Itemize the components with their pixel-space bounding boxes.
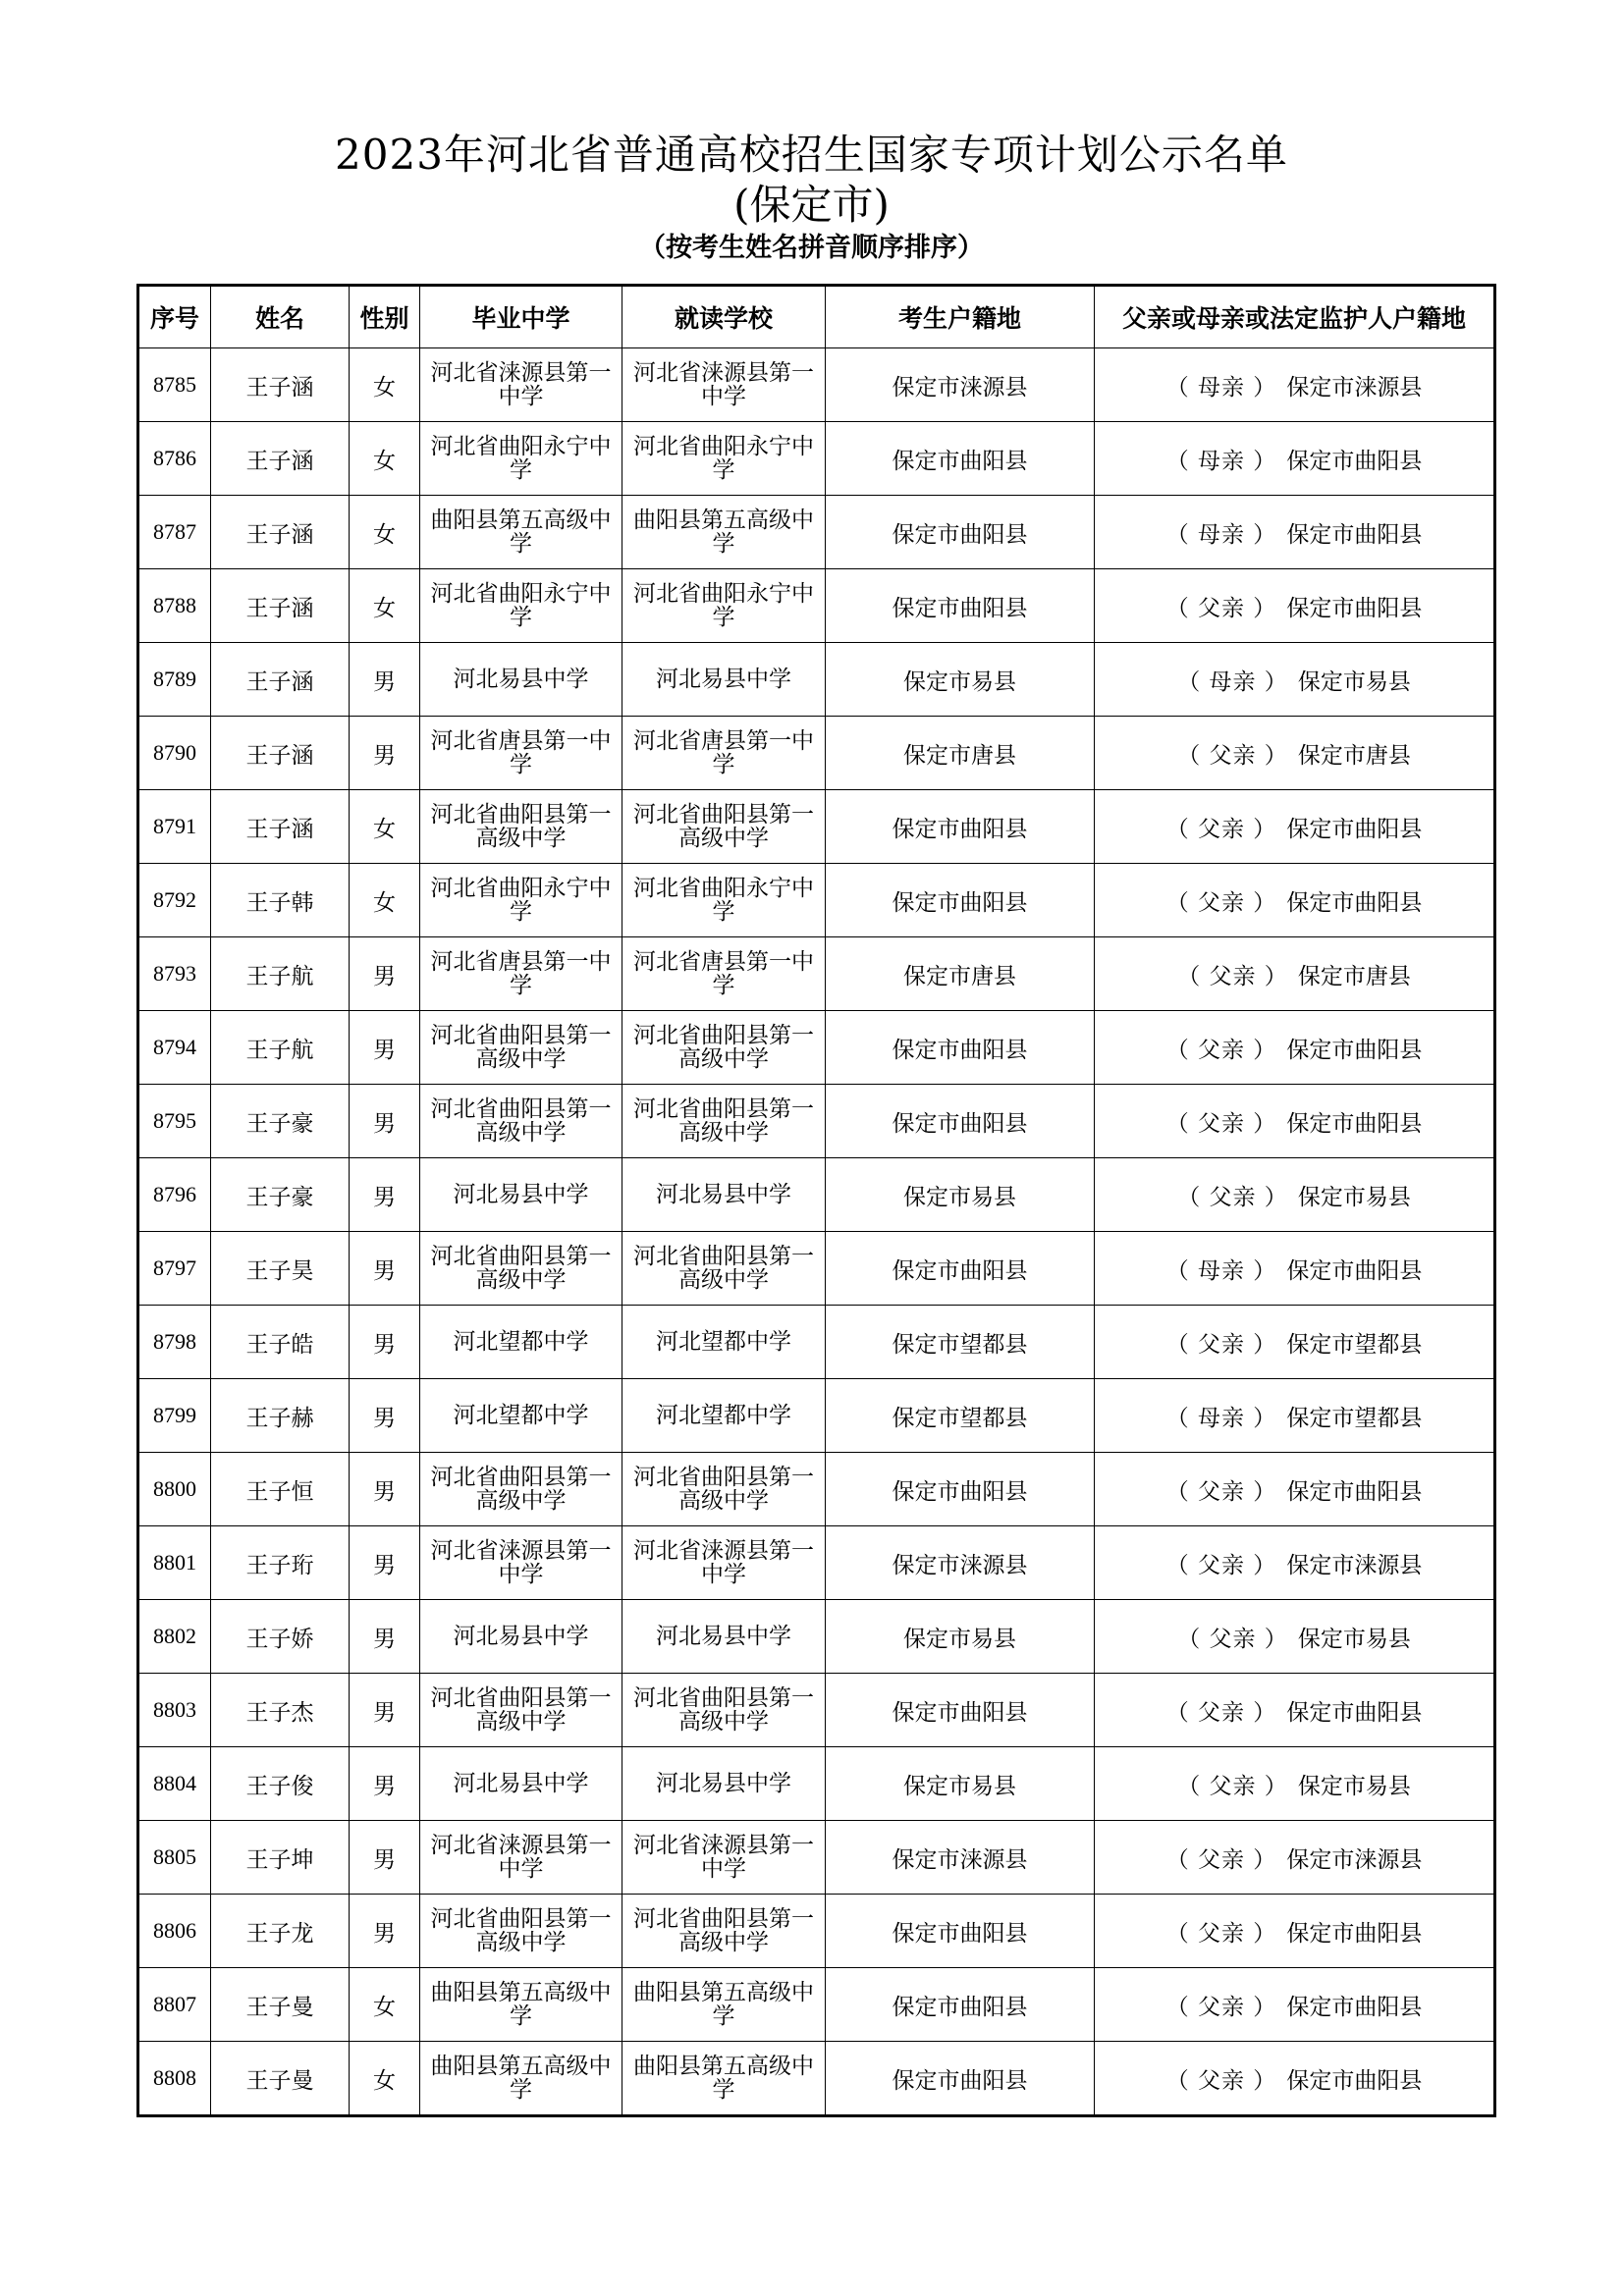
cell-student-residence: 保定市涞源县 [826, 348, 1095, 422]
cell-current-school: 河北易县中学 [622, 643, 826, 717]
table-row [138, 864, 1495, 937]
cell-name: 王子恒 [211, 1453, 350, 1526]
cell-student-residence: 保定市曲阳县 [826, 1232, 1095, 1306]
cell-name: 王子涵 [211, 790, 350, 864]
cell-parent-residence [1095, 1085, 1495, 1158]
parent-residence-place: 保定市曲阳县 [1286, 1257, 1423, 1284]
table-row [138, 790, 1495, 864]
cell-graduation-school: 曲阳县第五高级中学 [420, 1968, 622, 2042]
parent-relation: （ 父亲 ） [1177, 1184, 1288, 1210]
cell-name: 王子航 [211, 1011, 350, 1085]
parent-relation: （ 父亲 ） [1165, 1110, 1277, 1137]
parent-residence-place: 保定市涞源县 [1286, 1846, 1423, 1873]
parent-residence-place: 保定市曲阳县 [1286, 816, 1423, 842]
parent-relation: （ 母亲 ） [1165, 521, 1277, 548]
table-row [138, 1306, 1495, 1379]
cell-current-school: 河北易县中学 [622, 1158, 826, 1232]
parent-relation: （ 父亲 ） [1165, 595, 1277, 621]
cell-student-residence: 保定市曲阳县 [826, 569, 1095, 643]
parent-relation: （ 母亲 ） [1165, 448, 1277, 474]
cell-number: 8802 [138, 1600, 211, 1674]
cell-graduation-school: 河北省曲阳县第一高级中学 [420, 1453, 622, 1526]
cell-sex: 男 [350, 1011, 420, 1085]
table-row [138, 1526, 1495, 1600]
table-row [138, 1453, 1495, 1526]
parent-relation: （ 父亲 ） [1165, 1920, 1277, 1947]
cell-sex: 女 [350, 348, 420, 422]
parent-relation: （ 父亲 ） [1165, 1037, 1277, 1063]
parent-residence-place: 保定市唐县 [1297, 963, 1411, 989]
cell-parent-residence [1095, 348, 1495, 422]
cell-graduation-school: 河北省曲阳县第一高级中学 [420, 1232, 622, 1306]
cell-name: 王子豪 [211, 1085, 350, 1158]
cell-name: 王子涵 [211, 496, 350, 569]
cell-number: 8799 [138, 1379, 211, 1453]
cell-student-residence: 保定市易县 [826, 643, 1095, 717]
table-row [138, 1158, 1495, 1232]
col-header-name: 姓名 [211, 286, 350, 348]
cell-parent-residence [1095, 1453, 1495, 1526]
col-header-sex: 性别 [350, 286, 420, 348]
parent-residence-place: 保定市曲阳县 [1286, 889, 1423, 916]
cell-graduation-school: 曲阳县第五高级中学 [420, 2042, 622, 2116]
cell-current-school: 河北易县中学 [622, 1747, 826, 1821]
cell-student-residence: 保定市望都县 [826, 1306, 1095, 1379]
cell-number: 8792 [138, 864, 211, 937]
cell-name: 王子皓 [211, 1306, 350, 1379]
cell-sex: 女 [350, 2042, 420, 2116]
cell-number: 8793 [138, 937, 211, 1011]
cell-sex: 男 [350, 1821, 420, 1895]
table-row [138, 1968, 1495, 2042]
table-body [138, 348, 1495, 2116]
cell-sex: 男 [350, 1453, 420, 1526]
cell-number: 8798 [138, 1306, 211, 1379]
page-title: 2023年河北省普通高校招生国家专项计划公示名单 [335, 131, 1288, 179]
cell-parent-residence [1095, 937, 1495, 1011]
cell-graduation-school: 河北省曲阳县第一高级中学 [420, 1895, 622, 1968]
parent-relation: （ 父亲 ） [1165, 1331, 1277, 1358]
parent-relation: （ 母亲 ） [1165, 1405, 1277, 1431]
cell-graduation-school: 河北易县中学 [420, 1600, 622, 1674]
cell-parent-residence [1095, 717, 1495, 790]
cell-name: 王子涵 [211, 348, 350, 422]
parent-relation: （ 母亲 ） [1177, 668, 1288, 695]
parent-relation: （ 父亲 ） [1177, 742, 1288, 769]
cell-parent-residence [1095, 1600, 1495, 1674]
cell-parent-residence [1095, 496, 1495, 569]
col-header-student-residence: 考生户籍地 [826, 286, 1095, 348]
cell-graduation-school: 河北省涞源县第一中学 [420, 1821, 622, 1895]
cell-sex: 女 [350, 496, 420, 569]
cell-name: 王子龙 [211, 1895, 350, 1968]
cell-student-residence: 保定市曲阳县 [826, 1895, 1095, 1968]
cell-student-residence: 保定市望都县 [826, 1379, 1095, 1453]
cell-sex: 女 [350, 422, 420, 496]
col-header-number: 序号 [138, 286, 211, 348]
cell-number: 8796 [138, 1158, 211, 1232]
cell-current-school: 河北省唐县第一中学 [622, 937, 826, 1011]
table-row [138, 1747, 1495, 1821]
cell-graduation-school: 河北省曲阳县第一高级中学 [420, 1085, 622, 1158]
table-row [138, 1379, 1495, 1453]
cell-name: 王子涵 [211, 422, 350, 496]
cell-student-residence: 保定市曲阳县 [826, 1453, 1095, 1526]
parent-relation: （ 父亲 ） [1177, 963, 1288, 989]
cell-current-school: 河北省曲阳县第一高级中学 [622, 1895, 826, 1968]
cell-graduation-school: 河北省唐县第一中学 [420, 937, 622, 1011]
cell-number: 8786 [138, 422, 211, 496]
parent-residence-place: 保定市曲阳县 [1286, 1110, 1423, 1137]
cell-sex: 男 [350, 937, 420, 1011]
cell-graduation-school: 曲阳县第五高级中学 [420, 496, 622, 569]
cell-number: 8795 [138, 1085, 211, 1158]
cell-name: 王子豪 [211, 1158, 350, 1232]
parent-relation: （ 父亲 ） [1165, 1846, 1277, 1873]
cell-name: 王子娇 [211, 1600, 350, 1674]
parent-residence-place: 保定市望都县 [1286, 1405, 1423, 1431]
parent-residence-place: 保定市曲阳县 [1286, 595, 1423, 621]
cell-current-school: 曲阳县第五高级中学 [622, 2042, 826, 2116]
cell-parent-residence [1095, 1674, 1495, 1747]
cell-parent-residence [1095, 1747, 1495, 1821]
cell-current-school: 河北省曲阳县第一高级中学 [622, 790, 826, 864]
cell-graduation-school: 河北望都中学 [420, 1306, 622, 1379]
table-row [138, 717, 1495, 790]
cell-parent-residence [1095, 1526, 1495, 1600]
cell-sex: 男 [350, 1526, 420, 1600]
cell-sex: 女 [350, 790, 420, 864]
parent-relation: （ 母亲 ） [1165, 1257, 1277, 1284]
table-row [138, 496, 1495, 569]
cell-name: 王子涵 [211, 717, 350, 790]
parent-residence-place: 保定市易县 [1297, 1773, 1411, 1799]
col-header-graduation-school: 毕业中学 [420, 286, 622, 348]
cell-name: 王子杰 [211, 1674, 350, 1747]
table-row [138, 1895, 1495, 1968]
cell-sex: 女 [350, 1968, 420, 2042]
parent-residence-place: 保定市唐县 [1297, 742, 1411, 769]
table-row [138, 348, 1495, 422]
parent-relation: （ 父亲 ） [1165, 1478, 1277, 1505]
cell-student-residence: 保定市曲阳县 [826, 422, 1095, 496]
cell-number: 8803 [138, 1674, 211, 1747]
table-row [138, 1232, 1495, 1306]
sort-note: （按考生姓名拼音顺序排序） [639, 233, 984, 263]
table-row [138, 937, 1495, 1011]
parent-residence-place: 保定市易县 [1297, 1626, 1411, 1652]
cell-number: 8789 [138, 643, 211, 717]
cell-current-school: 河北省曲阳县第一高级中学 [622, 1453, 826, 1526]
cell-sex: 男 [350, 643, 420, 717]
cell-current-school: 河北省曲阳县第一高级中学 [622, 1085, 826, 1158]
parent-relation: （ 父亲 ） [1165, 816, 1277, 842]
cell-sex: 男 [350, 1747, 420, 1821]
cell-name: 王子航 [211, 937, 350, 1011]
parent-relation: （ 父亲 ） [1165, 889, 1277, 916]
cell-graduation-school: 河北省唐县第一中学 [420, 717, 622, 790]
cell-parent-residence [1095, 422, 1495, 496]
parent-residence-place: 保定市曲阳县 [1286, 448, 1423, 474]
cell-parent-residence [1095, 1158, 1495, 1232]
cell-name: 王子涵 [211, 569, 350, 643]
cell-graduation-school: 河北省曲阳县第一高级中学 [420, 1674, 622, 1747]
parent-residence-place: 保定市曲阳县 [1286, 1994, 1423, 2020]
cell-current-school: 河北省唐县第一中学 [622, 717, 826, 790]
cell-graduation-school: 河北省曲阳永宁中学 [420, 422, 622, 496]
parent-residence-place: 保定市曲阳县 [1286, 1699, 1423, 1726]
cell-number: 8801 [138, 1526, 211, 1600]
cell-graduation-school: 河北易县中学 [420, 643, 622, 717]
cell-student-residence: 保定市唐县 [826, 937, 1095, 1011]
cell-sex: 男 [350, 1306, 420, 1379]
cell-student-residence: 保定市曲阳县 [826, 1011, 1095, 1085]
cell-current-school: 河北省曲阳县第一高级中学 [622, 1011, 826, 1085]
table-row [138, 643, 1495, 717]
table-row [138, 1600, 1495, 1674]
cell-number: 8788 [138, 569, 211, 643]
table-row [138, 2042, 1495, 2116]
table-row [138, 1085, 1495, 1158]
cell-sex: 女 [350, 864, 420, 937]
cell-parent-residence [1095, 1821, 1495, 1895]
cell-parent-residence [1095, 2042, 1495, 2116]
cell-current-school: 河北省曲阳县第一高级中学 [622, 1232, 826, 1306]
cell-current-school: 河北省曲阳永宁中学 [622, 569, 826, 643]
parent-relation: （ 母亲 ） [1165, 374, 1277, 400]
page-subtitle: (保定市) [733, 181, 890, 229]
cell-sex: 女 [350, 569, 420, 643]
cell-sex: 男 [350, 1232, 420, 1306]
cell-current-school: 河北望都中学 [622, 1306, 826, 1379]
cell-name: 王子涵 [211, 643, 350, 717]
parent-relation: （ 父亲 ） [1165, 2067, 1277, 2094]
table-row [138, 1011, 1495, 1085]
parent-residence-place: 保定市易县 [1297, 668, 1411, 695]
cell-current-school: 河北省曲阳永宁中学 [622, 422, 826, 496]
parent-residence-place: 保定市曲阳县 [1286, 2067, 1423, 2094]
cell-number: 8804 [138, 1747, 211, 1821]
cell-student-residence: 保定市曲阳县 [826, 1085, 1095, 1158]
cell-current-school: 河北省涞源县第一中学 [622, 348, 826, 422]
cell-parent-residence [1095, 1968, 1495, 2042]
parent-residence-place: 保定市望都县 [1286, 1331, 1423, 1358]
cell-parent-residence [1095, 1379, 1495, 1453]
roster-table [136, 284, 1496, 2117]
table-row [138, 569, 1495, 643]
cell-student-residence: 保定市曲阳县 [826, 864, 1095, 937]
cell-student-residence: 保定市涞源县 [826, 1526, 1095, 1600]
parent-residence-place: 保定市涞源县 [1286, 1552, 1423, 1578]
cell-name: 王子珩 [211, 1526, 350, 1600]
cell-sex: 男 [350, 717, 420, 790]
parent-residence-place: 保定市曲阳县 [1286, 1478, 1423, 1505]
cell-parent-residence [1095, 790, 1495, 864]
cell-graduation-school: 河北易县中学 [420, 1158, 622, 1232]
cell-graduation-school: 河北省曲阳县第一高级中学 [420, 1011, 622, 1085]
cell-current-school: 河北省曲阳县第一高级中学 [622, 1674, 826, 1747]
cell-student-residence: 保定市易县 [826, 1158, 1095, 1232]
cell-number: 8794 [138, 1011, 211, 1085]
table-row [138, 1821, 1495, 1895]
parent-relation: （ 父亲 ） [1177, 1773, 1288, 1799]
cell-student-residence: 保定市涞源县 [826, 1821, 1095, 1895]
cell-student-residence: 保定市曲阳县 [826, 1674, 1095, 1747]
parent-residence-place: 保定市曲阳县 [1286, 1920, 1423, 1947]
cell-parent-residence [1095, 569, 1495, 643]
cell-graduation-school: 河北望都中学 [420, 1379, 622, 1453]
cell-current-school: 河北望都中学 [622, 1379, 826, 1453]
cell-current-school: 河北省涞源县第一中学 [622, 1821, 826, 1895]
parent-relation: （ 父亲 ） [1165, 1552, 1277, 1578]
cell-name: 王子韩 [211, 864, 350, 937]
cell-name: 王子俊 [211, 1747, 350, 1821]
table-row [138, 1674, 1495, 1747]
parent-relation: （ 父亲 ） [1165, 1699, 1277, 1726]
cell-sex: 男 [350, 1600, 420, 1674]
cell-parent-residence [1095, 1895, 1495, 1968]
cell-name: 王子曼 [211, 2042, 350, 2116]
col-header-parent-residence: 父亲或母亲或法定监护人户籍地 [1095, 286, 1495, 348]
cell-current-school: 河北省曲阳永宁中学 [622, 864, 826, 937]
cell-current-school: 曲阳县第五高级中学 [622, 496, 826, 569]
cell-student-residence: 保定市易县 [826, 1600, 1095, 1674]
cell-name: 王子坤 [211, 1821, 350, 1895]
cell-graduation-school: 河北省曲阳县第一高级中学 [420, 790, 622, 864]
cell-sex: 男 [350, 1895, 420, 1968]
cell-student-residence: 保定市易县 [826, 1747, 1095, 1821]
cell-parent-residence [1095, 1306, 1495, 1379]
parent-relation: （ 父亲 ） [1177, 1626, 1288, 1652]
cell-parent-residence [1095, 864, 1495, 937]
cell-sex: 男 [350, 1674, 420, 1747]
cell-current-school: 河北易县中学 [622, 1600, 826, 1674]
parent-relation: （ 父亲 ） [1165, 1994, 1277, 2020]
cell-student-residence: 保定市唐县 [826, 717, 1095, 790]
cell-graduation-school: 河北省涞源县第一中学 [420, 1526, 622, 1600]
cell-number: 8797 [138, 1232, 211, 1306]
cell-graduation-school: 河北省涞源县第一中学 [420, 348, 622, 422]
cell-sex: 男 [350, 1158, 420, 1232]
cell-graduation-school: 河北省曲阳永宁中学 [420, 864, 622, 937]
table-row [138, 422, 1495, 496]
parent-residence-place: 保定市涞源县 [1286, 374, 1423, 400]
cell-name: 王子曼 [211, 1968, 350, 2042]
parent-residence-place: 保定市曲阳县 [1286, 521, 1423, 548]
col-header-current-school: 就读学校 [622, 286, 826, 348]
cell-number: 8790 [138, 717, 211, 790]
table-header-row [138, 286, 1495, 348]
cell-number: 8785 [138, 348, 211, 422]
cell-number: 8791 [138, 790, 211, 864]
parent-residence-place: 保定市易县 [1297, 1184, 1411, 1210]
cell-student-residence: 保定市曲阳县 [826, 790, 1095, 864]
cell-sex: 男 [350, 1085, 420, 1158]
parent-residence-place: 保定市曲阳县 [1286, 1037, 1423, 1063]
cell-number: 8805 [138, 1821, 211, 1895]
cell-student-residence: 保定市曲阳县 [826, 496, 1095, 569]
cell-current-school: 河北省涞源县第一中学 [622, 1526, 826, 1600]
cell-number: 8807 [138, 1968, 211, 2042]
cell-sex: 男 [350, 1379, 420, 1453]
cell-parent-residence [1095, 643, 1495, 717]
cell-student-residence: 保定市曲阳县 [826, 2042, 1095, 2116]
cell-name: 王子昊 [211, 1232, 350, 1306]
cell-number: 8808 [138, 2042, 211, 2116]
cell-number: 8800 [138, 1453, 211, 1526]
cell-number: 8787 [138, 496, 211, 569]
cell-graduation-school: 河北省曲阳永宁中学 [420, 569, 622, 643]
cell-current-school: 曲阳县第五高级中学 [622, 1968, 826, 2042]
cell-number: 8806 [138, 1895, 211, 1968]
cell-name: 王子赫 [211, 1379, 350, 1453]
cell-graduation-school: 河北易县中学 [420, 1747, 622, 1821]
cell-student-residence: 保定市曲阳县 [826, 1968, 1095, 2042]
cell-parent-residence [1095, 1011, 1495, 1085]
cell-parent-residence [1095, 1232, 1495, 1306]
